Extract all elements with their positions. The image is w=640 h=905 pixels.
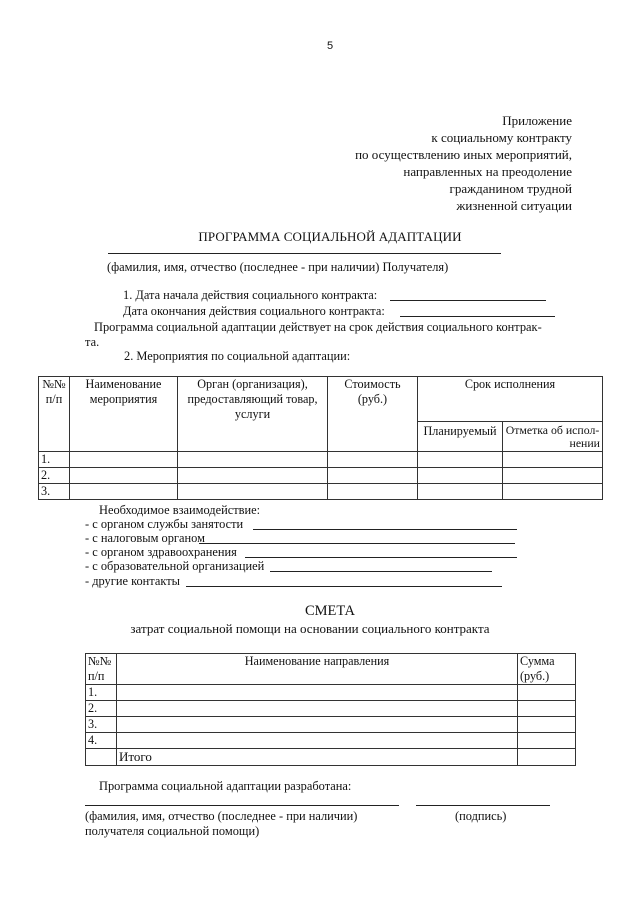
cell-sum[interactable] [518,701,576,717]
start-date-field[interactable] [390,300,546,301]
cell-direction[interactable] [117,733,518,749]
end-date-field[interactable] [400,316,555,317]
cell-mark[interactable] [503,452,603,468]
row-number: 2. [86,701,117,717]
row-number: 2. [39,468,70,484]
cell-planned[interactable] [418,452,503,468]
cell-cost[interactable] [328,468,418,484]
table-row [86,717,576,733]
cell-direction[interactable] [117,717,518,733]
table-row [39,468,603,484]
interaction-tax-field[interactable] [199,543,515,544]
table-row-total [86,749,576,766]
appendix-line: к социальному контракту [431,130,572,145]
fio-caption: (фамилия, имя, отчество (последнее - при наличии) Получателя) [107,260,449,274]
interaction-other-label: - другие контакты [85,574,180,588]
appendix-line: жизненной ситуации [456,198,572,213]
events-section-title: 2. Мероприятия по социальной адаптации: [124,349,351,363]
appendix-line: по осуществлению иных мероприятий, [355,147,572,162]
fio-sign-caption-cont: получателя социальной помощи) [85,824,260,838]
cell-event-name[interactable] [70,484,178,500]
table-row [86,701,576,717]
interaction-other-field[interactable] [186,586,502,587]
row-number: 1. [39,452,70,468]
smeta-col-name: Наименование направления [117,654,518,685]
interaction-tax-label: - с налоговым органом [85,531,205,545]
col-header-num: №№ п/п [39,377,70,452]
table-row [39,484,603,500]
developed-by-label: Программа социальной адаптации разработана: [99,779,352,793]
col-header-planned: Планируемый [418,422,503,452]
total-sum[interactable] [518,749,576,766]
appendix-line: гражданином трудной [449,181,572,196]
row-number: 3. [39,484,70,500]
cell-sum[interactable] [518,733,576,749]
row-number: 3. [86,717,117,733]
table-row [86,685,576,701]
smeta-col-num: №№ п/п [86,654,117,685]
interaction-education-label: - с образовательной организацией [85,559,265,573]
cell-event-name[interactable] [70,468,178,484]
page-number: 5 [326,40,334,52]
total-label: Итого [117,749,518,766]
interaction-health-field[interactable] [245,557,517,558]
cell-org[interactable] [178,484,328,500]
cell-sum[interactable] [518,717,576,733]
col-header-mark: Отметка об испол- нении [503,422,603,452]
interaction-education-field[interactable] [270,571,492,572]
smeta-subtitle: затрат социальной помощи на основании социального контракта [130,621,490,636]
interaction-employment-label: - с органом службы занятости [85,517,244,531]
row-number: 1. [86,685,117,701]
cell-event-name[interactable] [70,452,178,468]
interaction-title: Необходимое взаимодействие: [99,503,261,517]
cell-direction[interactable] [117,685,518,701]
table-row [86,733,576,749]
events-table [38,376,603,500]
appendix-line: Приложение [502,113,572,128]
cell-planned[interactable] [418,484,503,500]
program-title: ПРОГРАММА СОЦИАЛЬНОЙ АДАПТАЦИИ [198,229,462,244]
table-row [39,452,603,468]
cell-org[interactable] [178,452,328,468]
col-header-deadline: Срок исполнения [418,377,603,422]
signature-caption: (подпись) [455,809,507,823]
cell-planned[interactable] [418,468,503,484]
cell-cost[interactable] [328,452,418,468]
developer-signature-field[interactable] [416,805,550,806]
row-number: 4. [86,733,117,749]
smeta-col-sum: Сумма (руб.) [518,654,576,685]
smeta-table [85,653,576,766]
interaction-health-label: - с органом здравоохранения [85,545,237,559]
col-header-name: Наименование мероприятия [70,377,178,452]
col-header-cost: Стоимость (руб.) [328,377,418,452]
end-date-label: Дата окончания действия социального контракта: [123,304,385,318]
program-period-text-cont: та. [85,335,100,349]
cell-org[interactable] [178,468,328,484]
interaction-employment-field[interactable] [253,529,517,530]
appendix-header [300,112,572,214]
program-period-text: Программа социальной адаптации действует на срок действия социального контрак- [94,320,542,334]
cell-direction[interactable] [117,701,518,717]
start-date-label: 1. Дата начала действия социального контракта: [123,288,378,302]
cell-sum[interactable] [518,685,576,701]
fio-sign-caption: (фамилия, имя, отчество (последнее - при наличии) [85,809,358,823]
cell-mark[interactable] [503,468,603,484]
fio-blank-line[interactable] [108,253,501,254]
developer-fio-field[interactable] [85,805,399,806]
smeta-title: СМЕТА [304,603,356,619]
cell-cost[interactable] [328,484,418,500]
cell-mark[interactable] [503,484,603,500]
col-header-org: Орган (организация), предоставляющий товар, услуги [178,377,328,452]
appendix-line: направленных на преодоление [403,164,572,179]
